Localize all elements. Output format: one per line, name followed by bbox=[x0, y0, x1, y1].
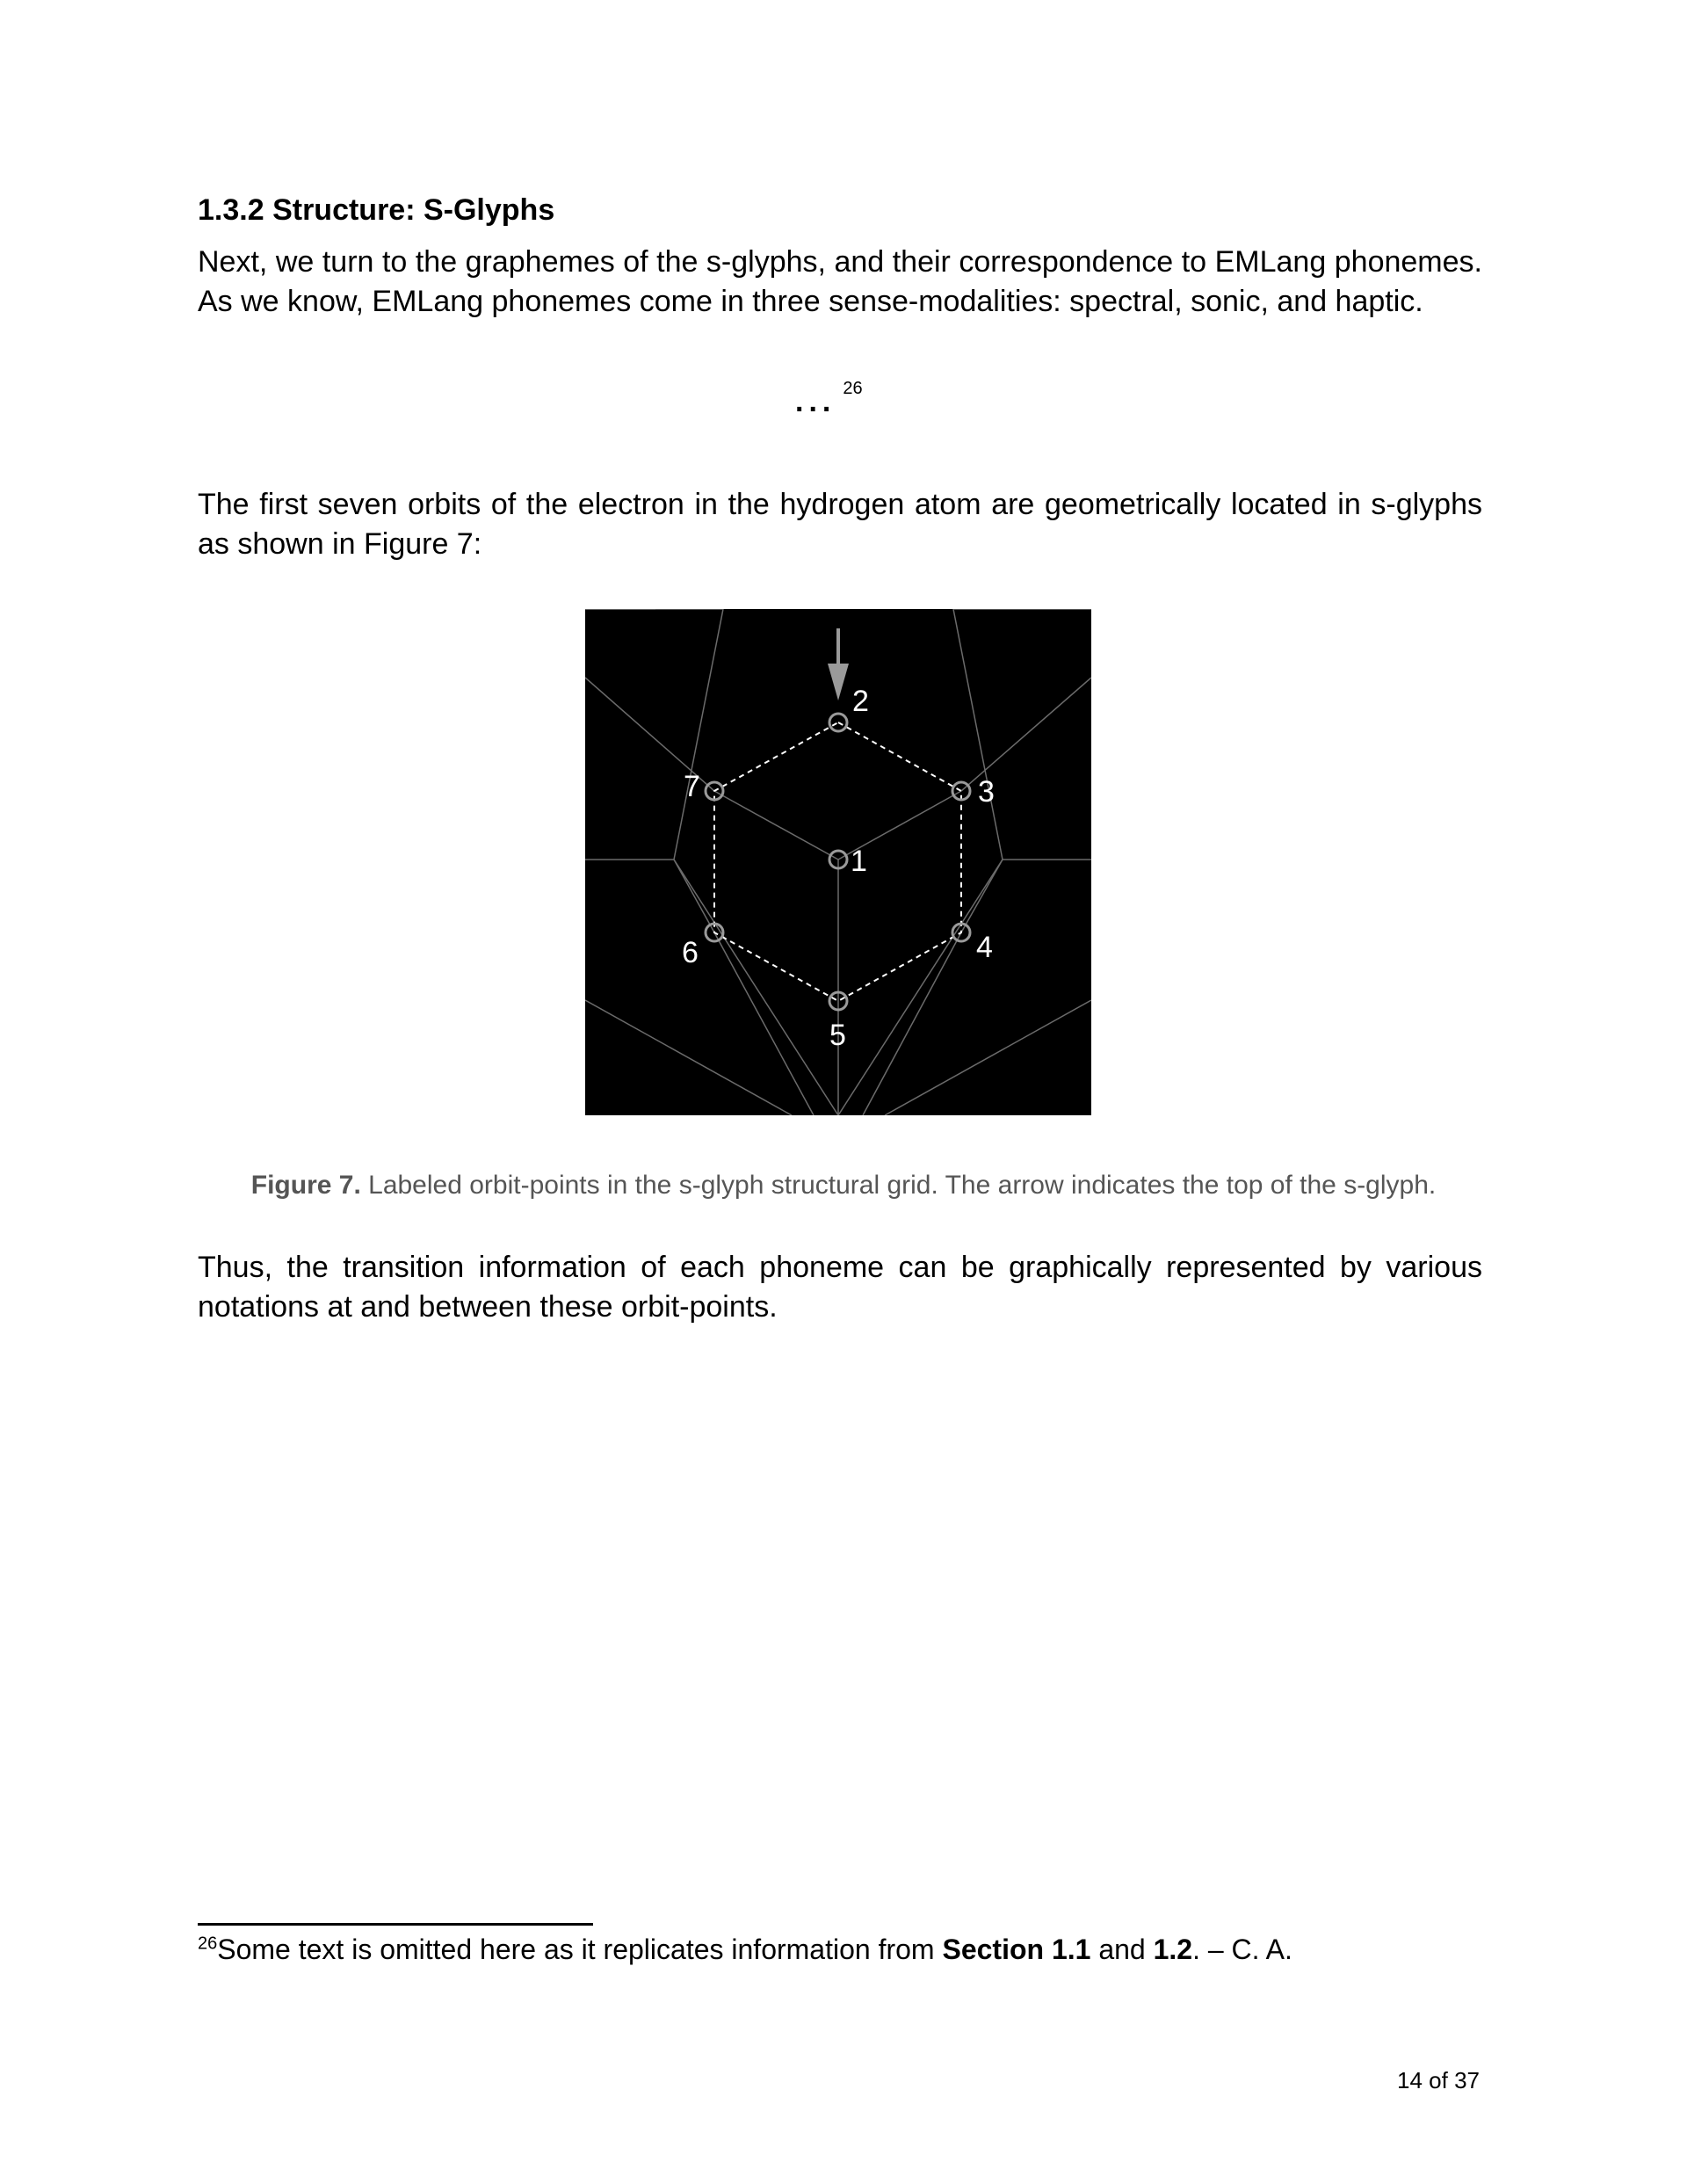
grid-line bbox=[714, 791, 838, 860]
footnote-number: 26 bbox=[198, 1934, 218, 1954]
orbit-label-2: 2 bbox=[852, 685, 869, 718]
footnote bbox=[198, 1934, 1292, 1966]
grid-line bbox=[953, 609, 1003, 860]
grid-line bbox=[714, 932, 814, 1115]
ellipsis-text: ... bbox=[795, 385, 836, 418]
caption-label: Figure 7. bbox=[250, 1171, 361, 1200]
footnote-divider bbox=[198, 1923, 593, 1926]
orbit-label-1: 1 bbox=[851, 845, 867, 878]
footnote-text-before: Some text is omitted here as it replicates information from bbox=[217, 1934, 943, 1965]
paragraph-transition: Thus, the transition information of each phoneme can be graphically represented by various notations at and between these orbit-points. bbox=[198, 1251, 1482, 1324]
section-heading: 1.3.2 Structure: S-Glyphs bbox=[198, 193, 555, 227]
footnote-section-ref-2: 1.2 bbox=[1153, 1934, 1193, 1965]
grid-line bbox=[838, 860, 1003, 1115]
caption-text: Labeled orbit-points in the s-glyph structural grid. The arrow indicates the top of the s-glyph. bbox=[360, 1171, 1437, 1200]
top-arrow-icon bbox=[828, 628, 849, 700]
grid-line bbox=[961, 678, 1091, 791]
grid-line bbox=[961, 860, 1003, 932]
orbit-label-4: 4 bbox=[976, 931, 993, 964]
paragraph-intro: Next, we turn to the graphemes of the s-glyphs, and their correspondence to EMLang phonemes. As we know, EMLang phonemes come in three sense-modalities: spectral, sonic, and haptic. bbox=[198, 245, 1482, 318]
orbit-label-7: 7 bbox=[684, 770, 700, 803]
footnote-section-ref: Section 1.1 bbox=[942, 1934, 1091, 1965]
orbit-label-6: 6 bbox=[682, 936, 699, 969]
grid-line bbox=[674, 860, 714, 932]
grid-line bbox=[674, 609, 723, 860]
paragraph-orbits: The first seven orbits of the electron in the hydrogen atom are geometrically located in s-glyphs as shown in Figure 7: bbox=[198, 488, 1482, 561]
page-number: 14 of 37 bbox=[1397, 2067, 1480, 2093]
figure-sglyph-grid bbox=[585, 609, 1091, 1115]
orbit-label-3: 3 bbox=[978, 775, 995, 809]
footnote-text-mid: and bbox=[1090, 1934, 1154, 1965]
figure-caption bbox=[0, 1171, 1687, 1201]
omission-marker bbox=[795, 378, 863, 419]
footnote-text-after: . – C. A. bbox=[1192, 1934, 1292, 1965]
sglyph-grid-diagram bbox=[585, 609, 1091, 1115]
grid-line bbox=[674, 860, 838, 1115]
footnote-ref: 26 bbox=[843, 378, 863, 398]
orbit-label-5: 5 bbox=[829, 1019, 846, 1052]
